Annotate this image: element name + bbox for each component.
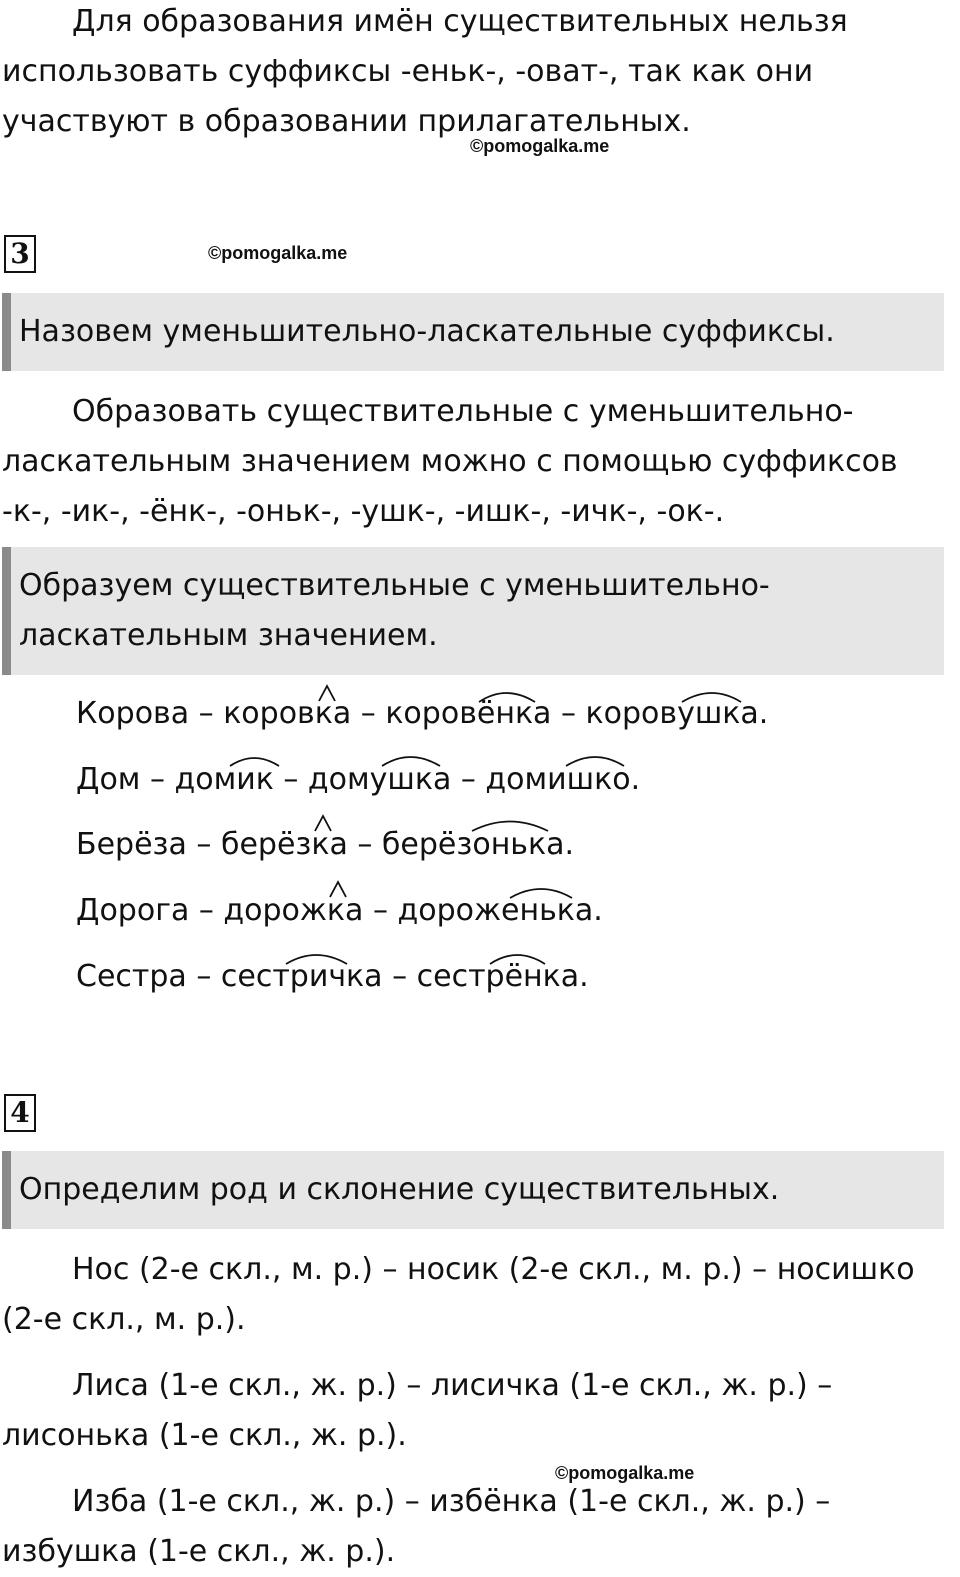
watermark: ©pomogalka.me: [208, 243, 348, 263]
watermark: ©pomogalka.me: [470, 136, 610, 156]
answer-suffixes: Образовать существительные с уменьшительно-ласкательным значением можно с помощью суффиксов -к-, -ик-, -ёнк-, -оньк-, -ушк-, -ишк-, -ичк-, -ок-.: [2, 394, 898, 529]
word-line-korova: Корова – коровка – коровёнка – коровушка.: [76, 696, 769, 731]
task-number-4: 4: [4, 1094, 36, 1132]
word-line-dom: Дом – домик – домушка – домишко.: [76, 762, 641, 797]
answer-lisa: Лиса (1-е скл., ж. р.) – лисичка (1-е скл., ж. р.) – лисонька (1-е скл., ж. р.).: [2, 1368, 833, 1453]
watermark: ©pomogalka.me: [555, 1463, 695, 1483]
task-box-suffixes: Назовем уменьшительно-ласкательные суффиксы.: [2, 293, 944, 371]
task-box-gender-declension: Определим род и склонение существительных.: [2, 1151, 944, 1229]
answer-izba: Изба (1-е скл., ж. р.) – избёнка (1-е скл., ж. р.) – избушка (1-е скл., ж. р.).: [2, 1484, 831, 1569]
word-line-doroga: Дорога – дорожка – дороженька.: [76, 893, 603, 928]
word-line-sestra: Сестра – сестричка – сестрёнка.: [76, 959, 589, 994]
task-number-3: 3: [4, 235, 36, 273]
intro-paragraph: Для образования имён существительных нельзя использовать суффиксы -еньк-, -оват-, так как они участвуют в образовании прилагательных.: [2, 4, 848, 139]
answer-nos: Нос (2-е скл., м. р.) – носик (2-е скл., м. р.) – носишко (2-е скл., м. р.).: [2, 1252, 915, 1337]
task-box-form-words: Образуем существительные с уменьшительно-ласкательным значением.: [2, 547, 944, 675]
word-line-beryoza: Берёза – берёзка – берёзонька.: [76, 827, 575, 862]
